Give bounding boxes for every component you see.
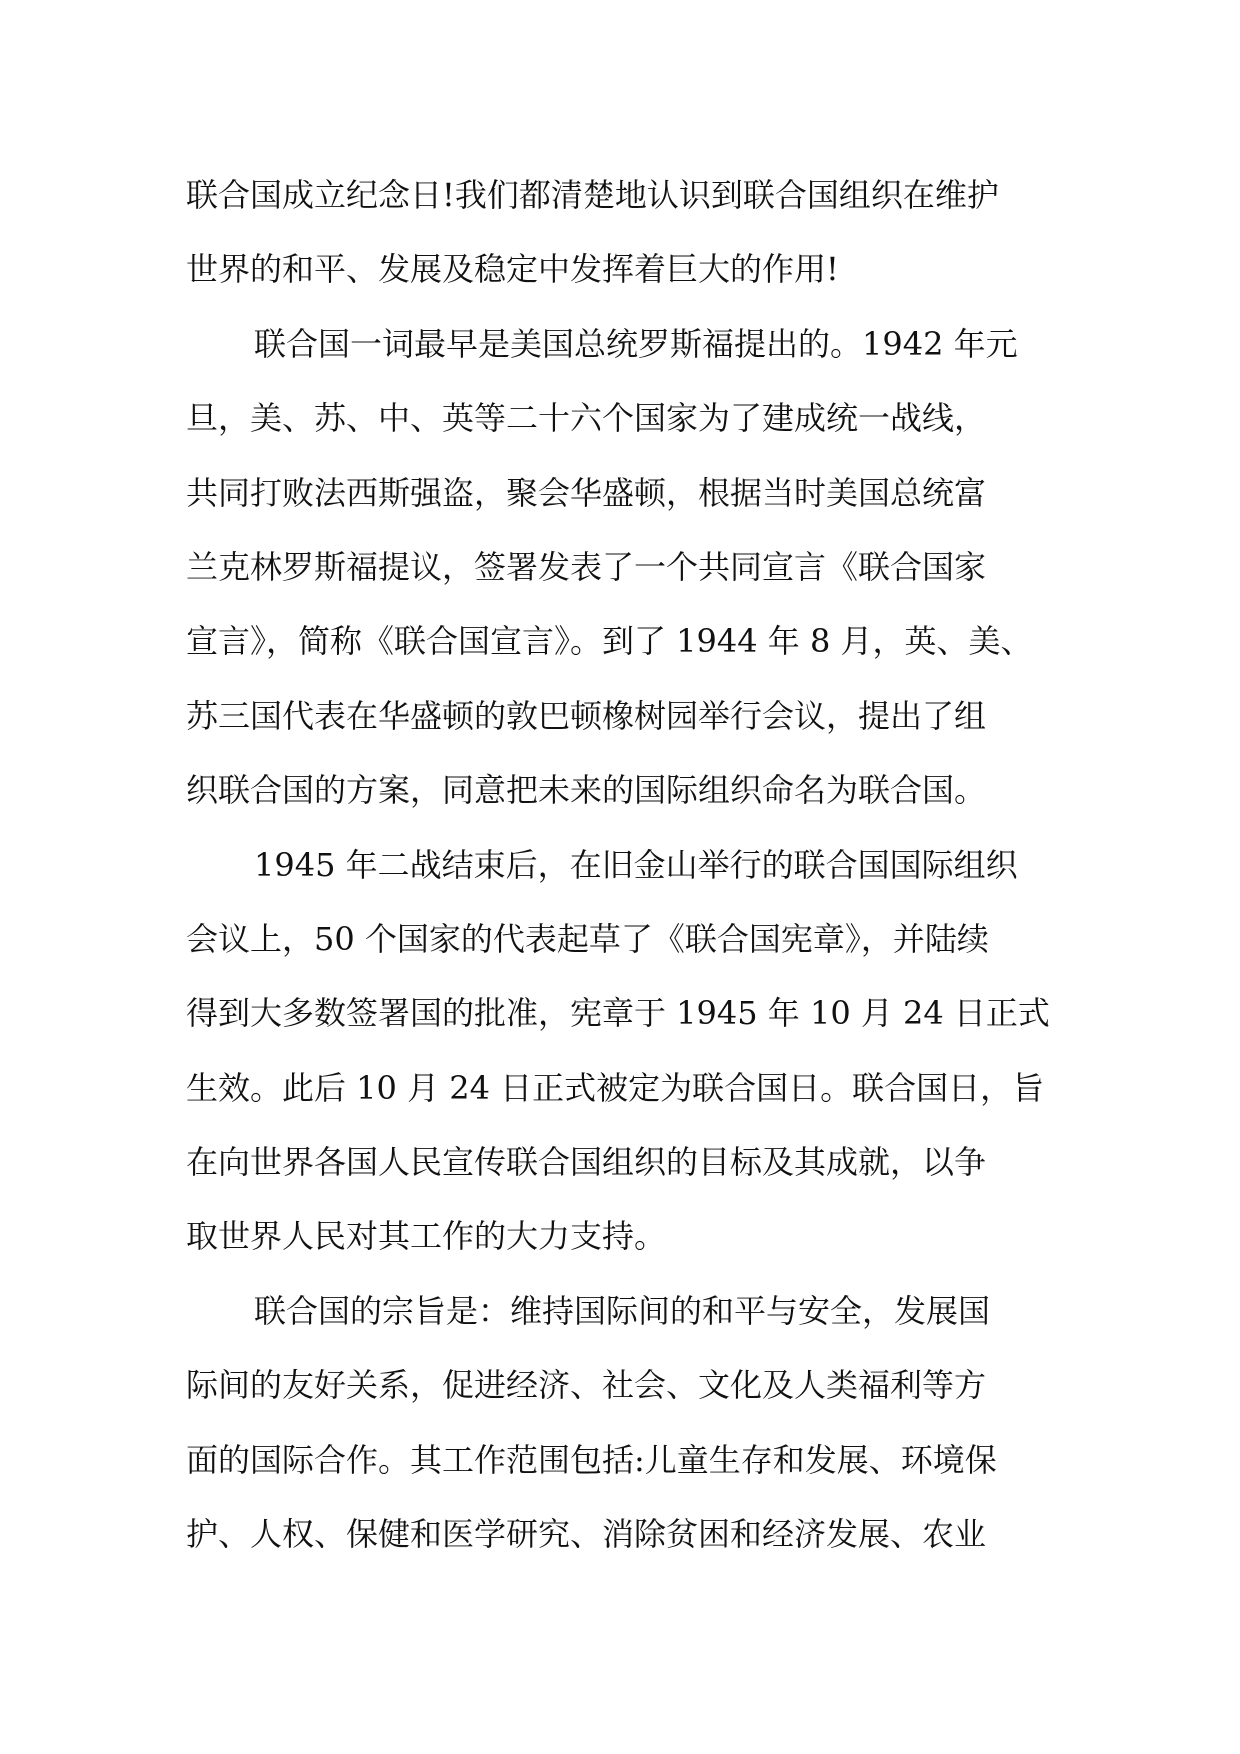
text-line: 兰克林罗斯福提议，签署发表了一个共同宣言《联合国家 (186, 547, 987, 586)
text-line: 际间的友好关系，促进经济、社会、文化及人类福利等方 (186, 1366, 987, 1405)
text-line: 苏三国代表在华盛顿的敦巴顿橡树园举行会议，提出了组 (186, 696, 987, 735)
text-line: 共同打败法西斯强盗，聚会华盛顿，根据当时美国总统富 (186, 473, 987, 512)
text-line: 生效。此后 10 月 24 日正式被定为联合国日。联合国日，旨 (186, 1068, 1045, 1107)
text-line: 世界的和平、发展及稳定中发挥着巨大的作用! (186, 250, 839, 289)
document-body (186, 158, 1066, 1571)
text-line: 得到大多数签署国的批准，宪章于 1945 年 10 月 24 日正式 (186, 994, 1050, 1033)
text-line: 宣言》，简称《联合国宣言》。到了 1944 年 8 月，英、美、 (186, 622, 1033, 661)
text-line: 织联合国的方案，同意把未来的国际组织命名为联合国。 (186, 771, 987, 810)
paragraph-start-line: 联合国一词最早是美国总统罗斯福提出的。1942 年元 (254, 324, 1018, 363)
text-line: 护、人权、保健和医学研究、消除贫困和经济发展、农业 (186, 1515, 987, 1554)
text-line: 会议上，50 个国家的代表起草了《联合国宪章》，并陆续 (186, 919, 989, 958)
text-line: 旦，美、苏、中、英等二十六个国家为了建成统一战线， (186, 399, 987, 438)
text-line: 面的国际合作。其工作范围包括:儿童生存和发展、环境保 (186, 1440, 997, 1479)
text-line: 在向世界各国人民宣传联合国组织的目标及其成就，以争 (186, 1143, 987, 1182)
paragraph-start-line: 联合国的宗旨是：维持国际间的和平与安全，发展国 (254, 1291, 991, 1330)
text-line: 取世界人民对其工作的大力支持。 (186, 1217, 667, 1256)
text-line: 联合国成立纪念日!我们都清楚地认识到联合国组织在维护 (186, 176, 999, 214)
paragraph-start-line: 1945 年二战结束后，在旧金山举行的联合国国际组织 (254, 845, 1018, 884)
